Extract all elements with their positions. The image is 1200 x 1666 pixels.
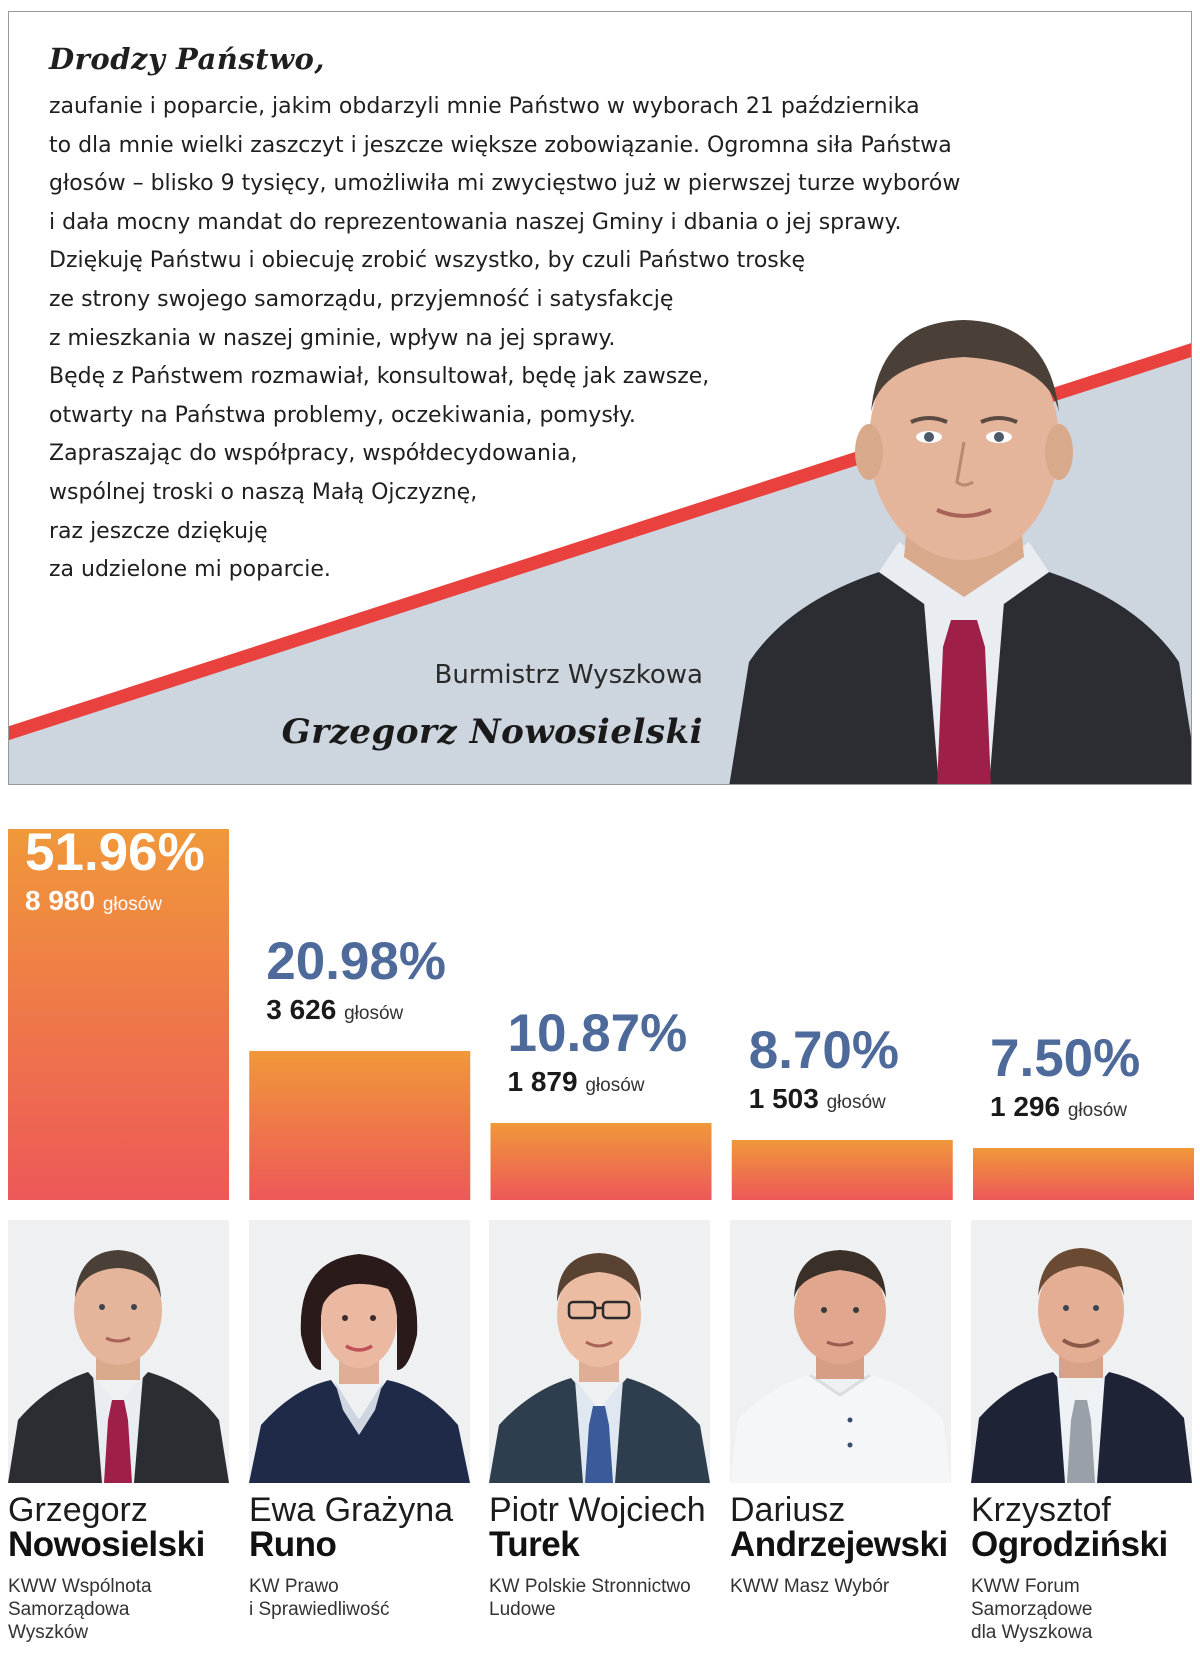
bar-2 [249,1051,470,1200]
signature-name: Grzegorz Nowosielski [281,712,703,752]
letter-line: Dziękuję Państwu i obiecuję zrobić wszystko, by czuli Państwo troskę [49,248,806,274]
candidate-portrait [489,1220,710,1483]
candidate-first-name: Krzysztof [971,1491,1111,1529]
candidate-photo [489,1220,710,1483]
candidate-first-name: Piotr Wojciech [489,1491,706,1529]
candidate-card-runo [249,1220,470,1621]
candidate-last-name: Nowosielski [8,1525,205,1564]
letter-line: raz jeszcze dziękuję [49,518,268,544]
candidate-photo [971,1220,1192,1483]
candidate-card-ogrodzinski [971,1220,1192,1644]
letter-line: głosów – blisko 9 tysięcy, umożliwiła mi zwycięstwo już w pierwszej turze wyborów [49,171,961,197]
candidate-portrait [730,1220,951,1483]
candidate-card-nowosielski [8,1220,229,1644]
letter-line: i dała mocny mandat do reprezentowania naszej Gminy i dbania o jej sprawy. [49,209,902,235]
candidate-first-name: Grzegorz [8,1491,148,1529]
letter-line: to dla mnie wielki zaszczyt i jeszcze większe zobowiązanie. Ogromna siła Państwa [49,132,952,158]
bar-value-label: 20.98% [266,932,447,991]
bar-3 [491,1123,712,1200]
candidate-photo [8,1220,229,1483]
letter-line: z mieszkania w naszej gminie, wpływ na jej sprawy. [49,325,616,351]
candidate-last-name: Turek [489,1525,580,1564]
bar-votes-label: 1 296 głosów [990,1091,1128,1122]
bar-votes-label: 8 980 głosów [25,885,163,916]
candidate-photo [730,1220,951,1483]
candidate-committee: KWW Forum Samorządowe dla Wyszkowa [971,1576,1093,1643]
letter-line: ze strony swojego samorządu, przyjemność i satysfakcję [49,286,674,312]
candidate-committee: KW Prawo i Sprawiedliwość [249,1576,390,1620]
bar-votes-label: 1 503 głosów [748,1083,886,1114]
letter-line: zaufanie i poparcie, jakim obdarzyli mnie Państwo w wyborach 21 października [49,94,920,119]
candidate-photo [249,1220,470,1483]
candidate-last-name: Andrzejewski [730,1525,948,1564]
bar-value-label: 10.87% [507,1004,688,1063]
letter-line: za udzielone mi poparcie. [49,557,331,583]
signature-title: Burmistrz Wyszkowa [434,660,703,690]
candidate-last-name: Runo [249,1525,337,1564]
candidate-last-name: Ogrodziński [971,1525,1168,1564]
candidate-portrait [971,1220,1192,1483]
bar-4 [732,1140,953,1200]
letter-line: Zapraszając do współpracy, współdecydowania, [49,441,578,467]
candidate-committee: KW Polskie Stronnictwo Ludowe [489,1576,691,1620]
bar-value-label: 7.50% [990,1029,1141,1088]
candidate-card-turek [489,1220,710,1621]
bar-votes-label: 3 626 głosów [266,994,404,1025]
candidate-first-name: Ewa Grażyna [249,1491,454,1529]
candidate-committee: KWW Masz Wybór [730,1576,890,1597]
letter-line: otwarty na Państwa problemy, oczekiwania, pomysły. [49,402,636,428]
candidate-first-name: Dariusz [730,1491,846,1529]
letter-line: wspólnej troski o naszą Małą Ojczyznę, [49,479,478,505]
bar-value-label: 8.70% [748,1021,900,1080]
letter-body [49,42,1049,590]
results-bar-chart [0,800,1200,1225]
letter-line: Będę z Państwem rozmawiał, konsultował, będę jak zawsze, [49,364,710,390]
candidate-portrait [249,1220,470,1483]
candidate-committee: KWW Wspólnota Samorządowa Wyszków [8,1576,152,1643]
letter-panel [8,11,1192,785]
bar-votes-label: 1 879 głosów [507,1066,645,1097]
bar-value-label: 51.96% [25,823,205,882]
letter-greeting: Drodzy Państwo, [49,42,325,76]
candidate-card-andrzejewski [730,1220,951,1598]
candidate-portrait [8,1220,229,1483]
bar-5 [973,1148,1194,1200]
